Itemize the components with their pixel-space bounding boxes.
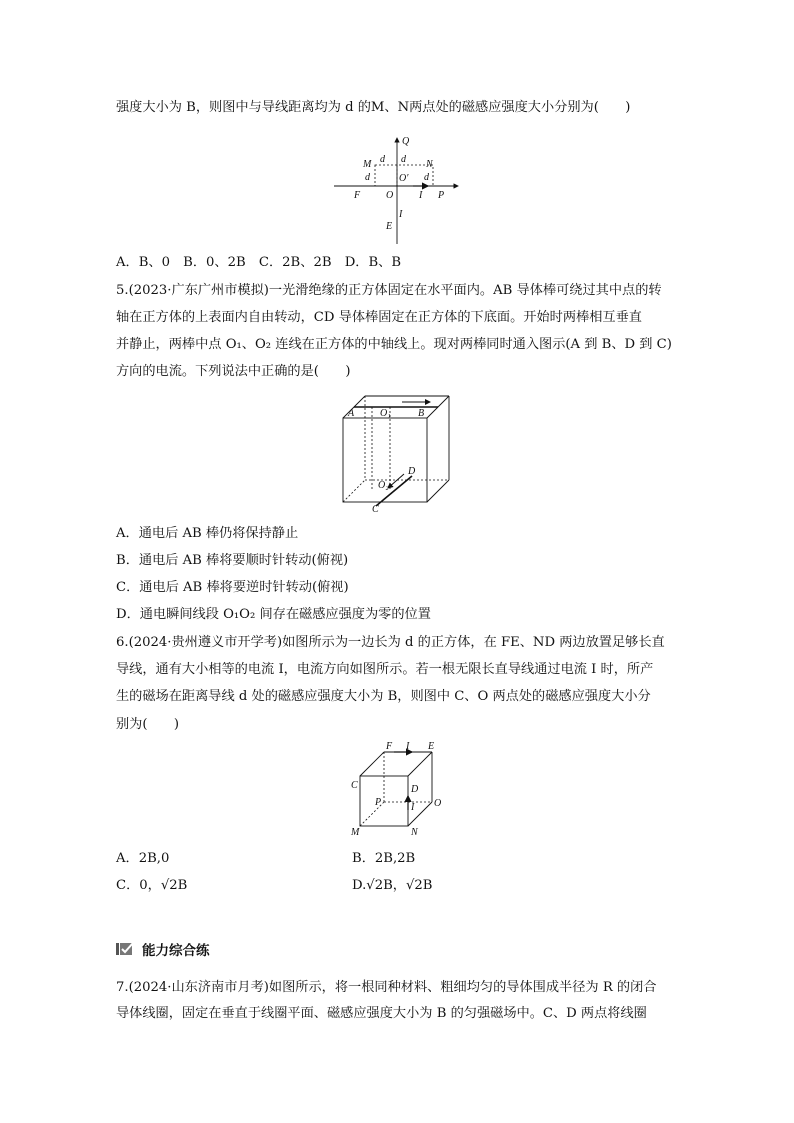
label-E: E: [386, 221, 393, 232]
q6-line2: 导线，通有大小相等的电流 I，电流方向如图所示。若一根无限长直导线通过电流 I 时，所产: [116, 662, 654, 677]
label-O: O: [434, 798, 442, 809]
label-I-mid: I: [411, 802, 415, 813]
q6-line3: 生的磁场在距离导线 d 处的磁感应强度大小为 B，则图中 C、O 两点处的磁感应强度大小分: [116, 689, 651, 704]
q5-line2: 轴在正方体的上表面内自由转动，CD 导体棒固定在正方体的下底面。开始时两棒相互垂直: [116, 310, 642, 325]
q5-option-d: D．通电瞬间线段 O₁O₂ 间存在磁感应强度为零的位置: [116, 607, 431, 622]
label-O-prime: O′: [399, 173, 409, 184]
q7-line2: 导体线圈，固定在垂直于线圈平面、磁感应强度大小为 B 的匀强磁场中。C、D 两点将线圈: [116, 1006, 647, 1021]
section-title: 能力综合练: [142, 943, 210, 959]
label-M: M: [363, 159, 372, 170]
label-C: C: [372, 504, 379, 514]
q6-option-d: D.√2B，√2B: [352, 878, 433, 893]
q5-line3: 并静止，两棒中点 O₁、O₂ 连线在正方体的中轴线上。现对两棒同时通入图示(A 到 B、D 到 C): [116, 337, 672, 352]
label-d4: d: [424, 172, 429, 183]
label-d3: d: [365, 172, 370, 183]
label-D: D: [408, 466, 416, 477]
q5-line1: 5.(2023·广东广州市模拟)一光滑绝缘的正方体固定在水平面内。AB 导体棒可绕过其中点的转: [116, 283, 662, 298]
label-I: I: [419, 190, 423, 201]
label-E: E: [428, 742, 435, 752]
label-I-top: I: [406, 742, 410, 752]
section-heading: [116, 938, 210, 960]
q4-stem-tail: 强度大小为 B，则图中与导线距离均为 d 的M、N两点处的磁感应强度大小分别为( ): [116, 100, 631, 115]
label-N: N: [411, 827, 418, 838]
label-Q: Q: [402, 136, 410, 147]
checklist-icon: [116, 941, 136, 957]
label-O2: O₂: [378, 480, 389, 491]
q5-cube-figure: [338, 392, 458, 514]
label-d1: d: [380, 154, 385, 165]
q4-options: A．B、0 B．0、2B C．2B、2B D．B、B: [116, 255, 402, 270]
label-A: A: [348, 408, 355, 419]
label-N: N: [426, 159, 433, 170]
q6-option-c: C．0，√2B: [116, 878, 188, 893]
label-C: C: [351, 780, 358, 791]
label-B: B: [418, 408, 425, 419]
q7-line1: 7.(2024·山东济南市月考)如图所示，将一根同种材料、粗细均匀的导体围成半径为 R 的闭合: [116, 980, 657, 995]
q5-option-b: B．通电后 AB 棒将要顺时针转动(俯视): [116, 553, 349, 568]
q6-cube-figure: [346, 742, 450, 840]
q5-option-a: A．通电后 AB 棒仍将保持静止: [116, 526, 299, 541]
label-P: P: [438, 190, 445, 201]
label-O1: O₁: [380, 408, 391, 419]
q5-option-c: C．通电后 AB 棒将要逆时针转动(俯视): [116, 580, 349, 595]
label-I-vert: I: [399, 209, 403, 220]
label-F: F: [386, 742, 393, 752]
q6-option-a: A．2B,0: [116, 851, 170, 866]
q6-option-b: B．2B,2B: [352, 851, 416, 866]
label-M: M: [351, 827, 360, 838]
label-P: P: [375, 797, 382, 808]
label-F: F: [354, 190, 361, 201]
q6-line1: 6.(2024·贵州遵义市开学考)如图所示为一边长为 d 的正方体，在 FE、ND 两边放置足够长直: [116, 635, 665, 650]
q4-figure: [330, 132, 462, 248]
label-d2: d: [401, 154, 406, 165]
q5-line4: 方向的电流。下列说法中正确的是( ): [116, 364, 351, 379]
label-O: O: [386, 190, 394, 201]
label-D: D: [411, 784, 419, 795]
q6-line4: 别为( ): [116, 717, 180, 732]
